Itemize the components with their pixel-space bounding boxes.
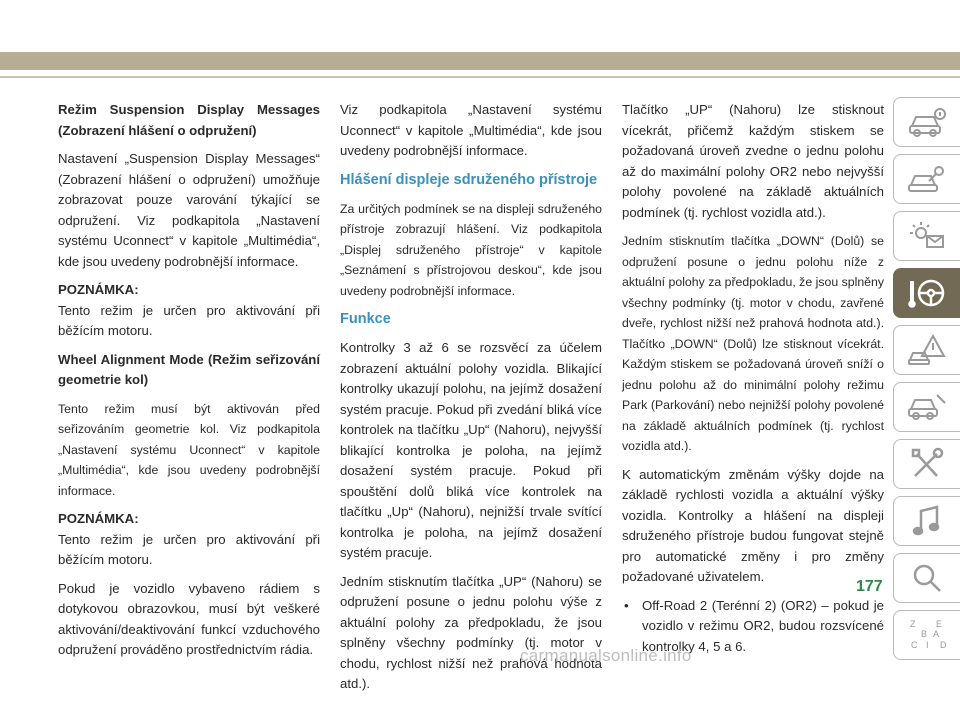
car-info-icon xyxy=(907,104,947,140)
chapter-tabs xyxy=(893,97,960,667)
music-note-icon xyxy=(907,503,947,539)
note-text: Tento režim je určen pro aktivování při běžícím motoru. xyxy=(58,531,320,567)
magnifier-icon xyxy=(907,560,947,596)
light-message-icon xyxy=(907,218,947,254)
letter: E xyxy=(936,619,943,629)
section-heading: Wheel Alignment Mode (Režim seřizování geometrie kol) xyxy=(58,351,320,387)
tab-music[interactable] xyxy=(893,496,960,546)
letter: B xyxy=(921,629,928,639)
bullet-mark: • xyxy=(624,597,629,613)
tab-car-tools[interactable] xyxy=(893,382,960,432)
section-heading: Režim Suspension Display Messages (Zobrazení hlášení o odpružení) xyxy=(58,102,320,138)
list-item-text: Off-Road 2 (Terénní 2) (OR2) – pokud je vozidlo v režimu OR2, budou rozsvícené kontrolky 4, 5 a 6. xyxy=(642,597,884,654)
paragraph: Viz podkapitola „Nastavení systému Uconnect“ v kapitole „Multimédia“, kde jsou uvedeny podrobnější informace. xyxy=(340,102,602,158)
paragraph: Nastavení „Suspension Display Messages“ (Zobrazení hlášení o odpružení) umožňuje zobrazovat pouze varování týkající se odpružení. Viz podkapitola „Nastavení systému Uconnect“ v kapitole „Multimédia“, kde jsou uvedeny podrobnější informace. xyxy=(58,151,320,269)
tab-steering-wheel[interactable] xyxy=(893,268,960,318)
paragraph: K automatickým změnám výšky dojde na základě rychlosti vozidla a aktuální výšky vozidla. Kontrolky a hlášení na displeji sdruženého přístroje budou fungovat stejně pro automatické změny i pro změny požadované uživatelem. xyxy=(622,466,884,584)
paragraph: Jedním stisknutím tlačítka „UP“ (Nahoru) se odpružení posune o jednu polohu výše z aktuální polohy za předpokladu, že jsou splněny všechny podmínky (tj. motor v chodu, rychlost nižší než prahová hodnota atd.). xyxy=(340,573,602,691)
steering-wheel-icon xyxy=(907,275,947,311)
section-heading: Funkce xyxy=(340,311,391,327)
watermark: carmanualsonline.info xyxy=(520,646,692,665)
paragraph: Kontrolky 3 až 6 se rozsvěcí za účelem zobrazení aktuální polohy vozidla. Blikající kontrolky ukazují polohu, na jejímž dosažení systém pracuje. Pokud při zvedání bliká více kontrolek na tlačítku „Up“ (Nahoru), nejvyšší blikající kontrolka je poloha, na jejímž dosažení systém pracuje. Pokud při spouštění dolů bliká více kontrolek na tlačítku „Up“ (Nahoru), nejnižší trvale svítící kontrolka je poloha, na jejímž dosažení systém pracuje. xyxy=(340,340,602,560)
tab-car-info[interactable] xyxy=(893,97,960,147)
car-key-icon xyxy=(907,161,947,197)
top-divider xyxy=(0,76,960,78)
paragraph: Tento režim musí být aktivován před seřizováním geometrie kol. Viz podkapitola „Nastavení systému Uconnect“ v kapitole „Multimédia“, kde jsou uvedeny podrobnější informace. xyxy=(58,401,320,498)
tab-light-message[interactable] xyxy=(893,211,960,261)
section-heading: Hlášení displeje sdruženého přístroje xyxy=(340,171,598,188)
tab-languages[interactable] xyxy=(893,610,960,660)
letter: D xyxy=(940,640,947,650)
paragraph: Za určitých podmínek se na displeji sdruženého přístroje zobrazují hlášení. Viz podkapitola „Displej sdruženého přístroje“ v kapitole „Seznámení s přístrojovou deskou“, kde jsou uvedeny podrobnější informace. xyxy=(340,201,602,298)
language-letters-icon xyxy=(907,617,947,653)
note-title: POZNÁMKA: xyxy=(58,282,139,297)
column-2 xyxy=(340,100,602,703)
top-band xyxy=(0,52,960,70)
paragraph: Pokud je vozidlo vybaveno rádiem s dotykovou obrazovkou, musí být veškeré aktivování/deaktivování funkcí vzduchového odpružení prováděno prostřednictvím rádia. xyxy=(58,580,320,657)
letter: C xyxy=(911,640,918,650)
note-text: Tento režim je určen pro aktivování při běžícím motoru. xyxy=(58,302,320,338)
tab-car-key[interactable] xyxy=(893,154,960,204)
tab-warning-car[interactable] xyxy=(893,325,960,375)
tab-tools[interactable] xyxy=(893,439,960,489)
car-tools-icon xyxy=(907,389,947,425)
letter: Z xyxy=(910,619,916,629)
letter: A xyxy=(933,629,940,639)
column-1 xyxy=(58,100,320,669)
note-title: POZNÁMKA: xyxy=(58,511,139,526)
paragraph: Jedním stisknutím tlačítka „DOWN“ (Dolů) se odpružení posune o jednu polohu níže z aktuální polohy za předpokladu, že jsou splněny všechny podmínky (tj. motor v chodu, zavřené dveře, rychlost nižší než prahová hodnota atd.). Tlačítko „DOWN“ (Dolů) lze stisknout vícekrát. Každým stiskem se požadovaná úroveň sníží o jednu polohu až do minimální polohy režimu Park (Parkování) nebo nejnižší polohy povolené na základě aktuálních podmínek (tj. rychlost vozidla atd.). xyxy=(622,234,884,453)
paragraph: Tlačítko „UP“ (Nahoru) lze stisknout vícekrát, přičemž každým stiskem se požadovaná úroveň zvedne o jednu polohu až do maximální polohy OR2 nebo nejvyšší polohy povolené na základě aktuálních podmínek (tj. rychlost vozidla atd.). xyxy=(622,102,884,220)
warning-triangle-car-icon xyxy=(907,332,947,368)
tools-icon xyxy=(907,446,947,482)
tab-search[interactable] xyxy=(893,553,960,603)
page-number: 177 xyxy=(856,578,883,595)
letter: I xyxy=(926,640,929,650)
column-3 xyxy=(622,100,884,657)
